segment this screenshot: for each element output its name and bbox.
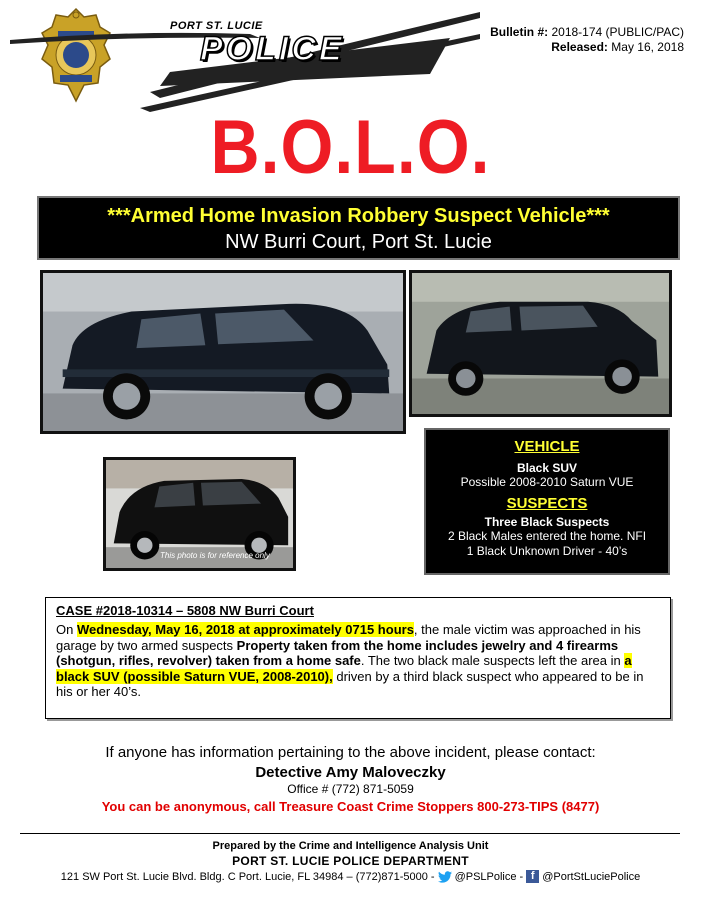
twitter-handle[interactable]: @PSLPolice - xyxy=(454,870,524,883)
footer xyxy=(0,840,701,883)
case-text-3: . The two black male suspects left the area in xyxy=(360,653,625,668)
case-text-4: driven by a third black suspect who appeared to be in his or her 40’s. xyxy=(56,668,644,699)
prepared-by: Prepared by the Crime and Intelligence Analysis Unit xyxy=(212,840,489,852)
office-phone: Office # (772) 871-5059 xyxy=(287,782,414,796)
facebook-handle[interactable]: @PortStLuciePolice xyxy=(542,870,641,883)
crime-stoppers-line: You can be anonymous, call Treasure Coast Crime Stoppers 800-273-TIPS (8477) xyxy=(101,799,600,814)
suspects-line-2: 1 Black Unknown Driver - 40’s xyxy=(466,544,628,558)
footer-address-line xyxy=(0,870,701,883)
contact-prompt: If anyone has information pertaining to the above incident, please contact: xyxy=(105,744,596,761)
vehicle-heading: VEHICLE xyxy=(514,438,580,455)
case-date-highlight: Wednesday, May 16, 2018 at approximately 0715 hours xyxy=(76,622,414,637)
contact-section xyxy=(0,744,701,814)
released-label: Released: xyxy=(551,40,608,54)
case-text-1: On xyxy=(56,622,77,637)
case-title: CASE #2018-10314 – 5808 NW Burri Court xyxy=(56,603,314,618)
case-text-2: , the male victim was approached in his garage by two armed suspects xyxy=(56,622,641,653)
vehicle-suspects-box xyxy=(424,428,670,575)
suspects-heading: SUSPECTS xyxy=(506,495,588,512)
incident-banner xyxy=(37,196,680,260)
suspects-line-1: 2 Black Males entered the home. NFI xyxy=(447,529,647,543)
case-details-box xyxy=(45,597,671,719)
suspects-summary: Three Black Suspects xyxy=(484,515,610,529)
city-name: PORT ST. LUCIE xyxy=(170,20,263,32)
department-address: 121 SW Port St. Lucie Blvd. Bldg. C Port. Lucie, FL 34984 – (772)871-5000 - xyxy=(60,870,435,883)
case-property-taken: Property taken from the home includes jewelry and 4 firearms (shotgun, rifles, revolver) taken from a home safe xyxy=(56,637,619,668)
bulletin-value: 2018-174 (PUBLIC/PAC) xyxy=(551,25,684,39)
reference-photo-note: This photo is for reference only xyxy=(160,551,270,560)
banner-title: ***Armed Home Invasion Robbery Suspect Vehicle*** xyxy=(107,205,610,227)
case-narrative xyxy=(56,622,660,700)
twitter-icon xyxy=(438,871,452,883)
vehicle-model: Possible 2008-2010 Saturn VUE xyxy=(460,475,634,489)
facebook-icon: f xyxy=(526,870,539,883)
department-name: PORT ST. LUCIE POLICE DEPARTMENT xyxy=(232,854,469,868)
reference-vehicle-photo xyxy=(103,457,296,571)
bolo-title: B.O.L.O. xyxy=(210,104,491,190)
banner-location: NW Burri Court, Port St. Lucie xyxy=(225,231,492,253)
footer-divider xyxy=(20,833,680,834)
police-wordmark: POLICE xyxy=(200,30,345,68)
suspect-vehicle-photo-1 xyxy=(40,270,406,434)
released-value: May 16, 2018 xyxy=(611,40,684,54)
detective-name: Detective Amy Maloveczky xyxy=(255,764,446,781)
bulletin-label: Bulletin #: xyxy=(490,25,549,39)
suspect-vehicle-photo-2 xyxy=(409,270,672,417)
case-vehicle-highlight: a black SUV (possible Saturn VUE, 2008-2010), xyxy=(56,653,632,684)
bulletin-info xyxy=(490,25,684,55)
vehicle-type: Black SUV xyxy=(516,461,578,475)
